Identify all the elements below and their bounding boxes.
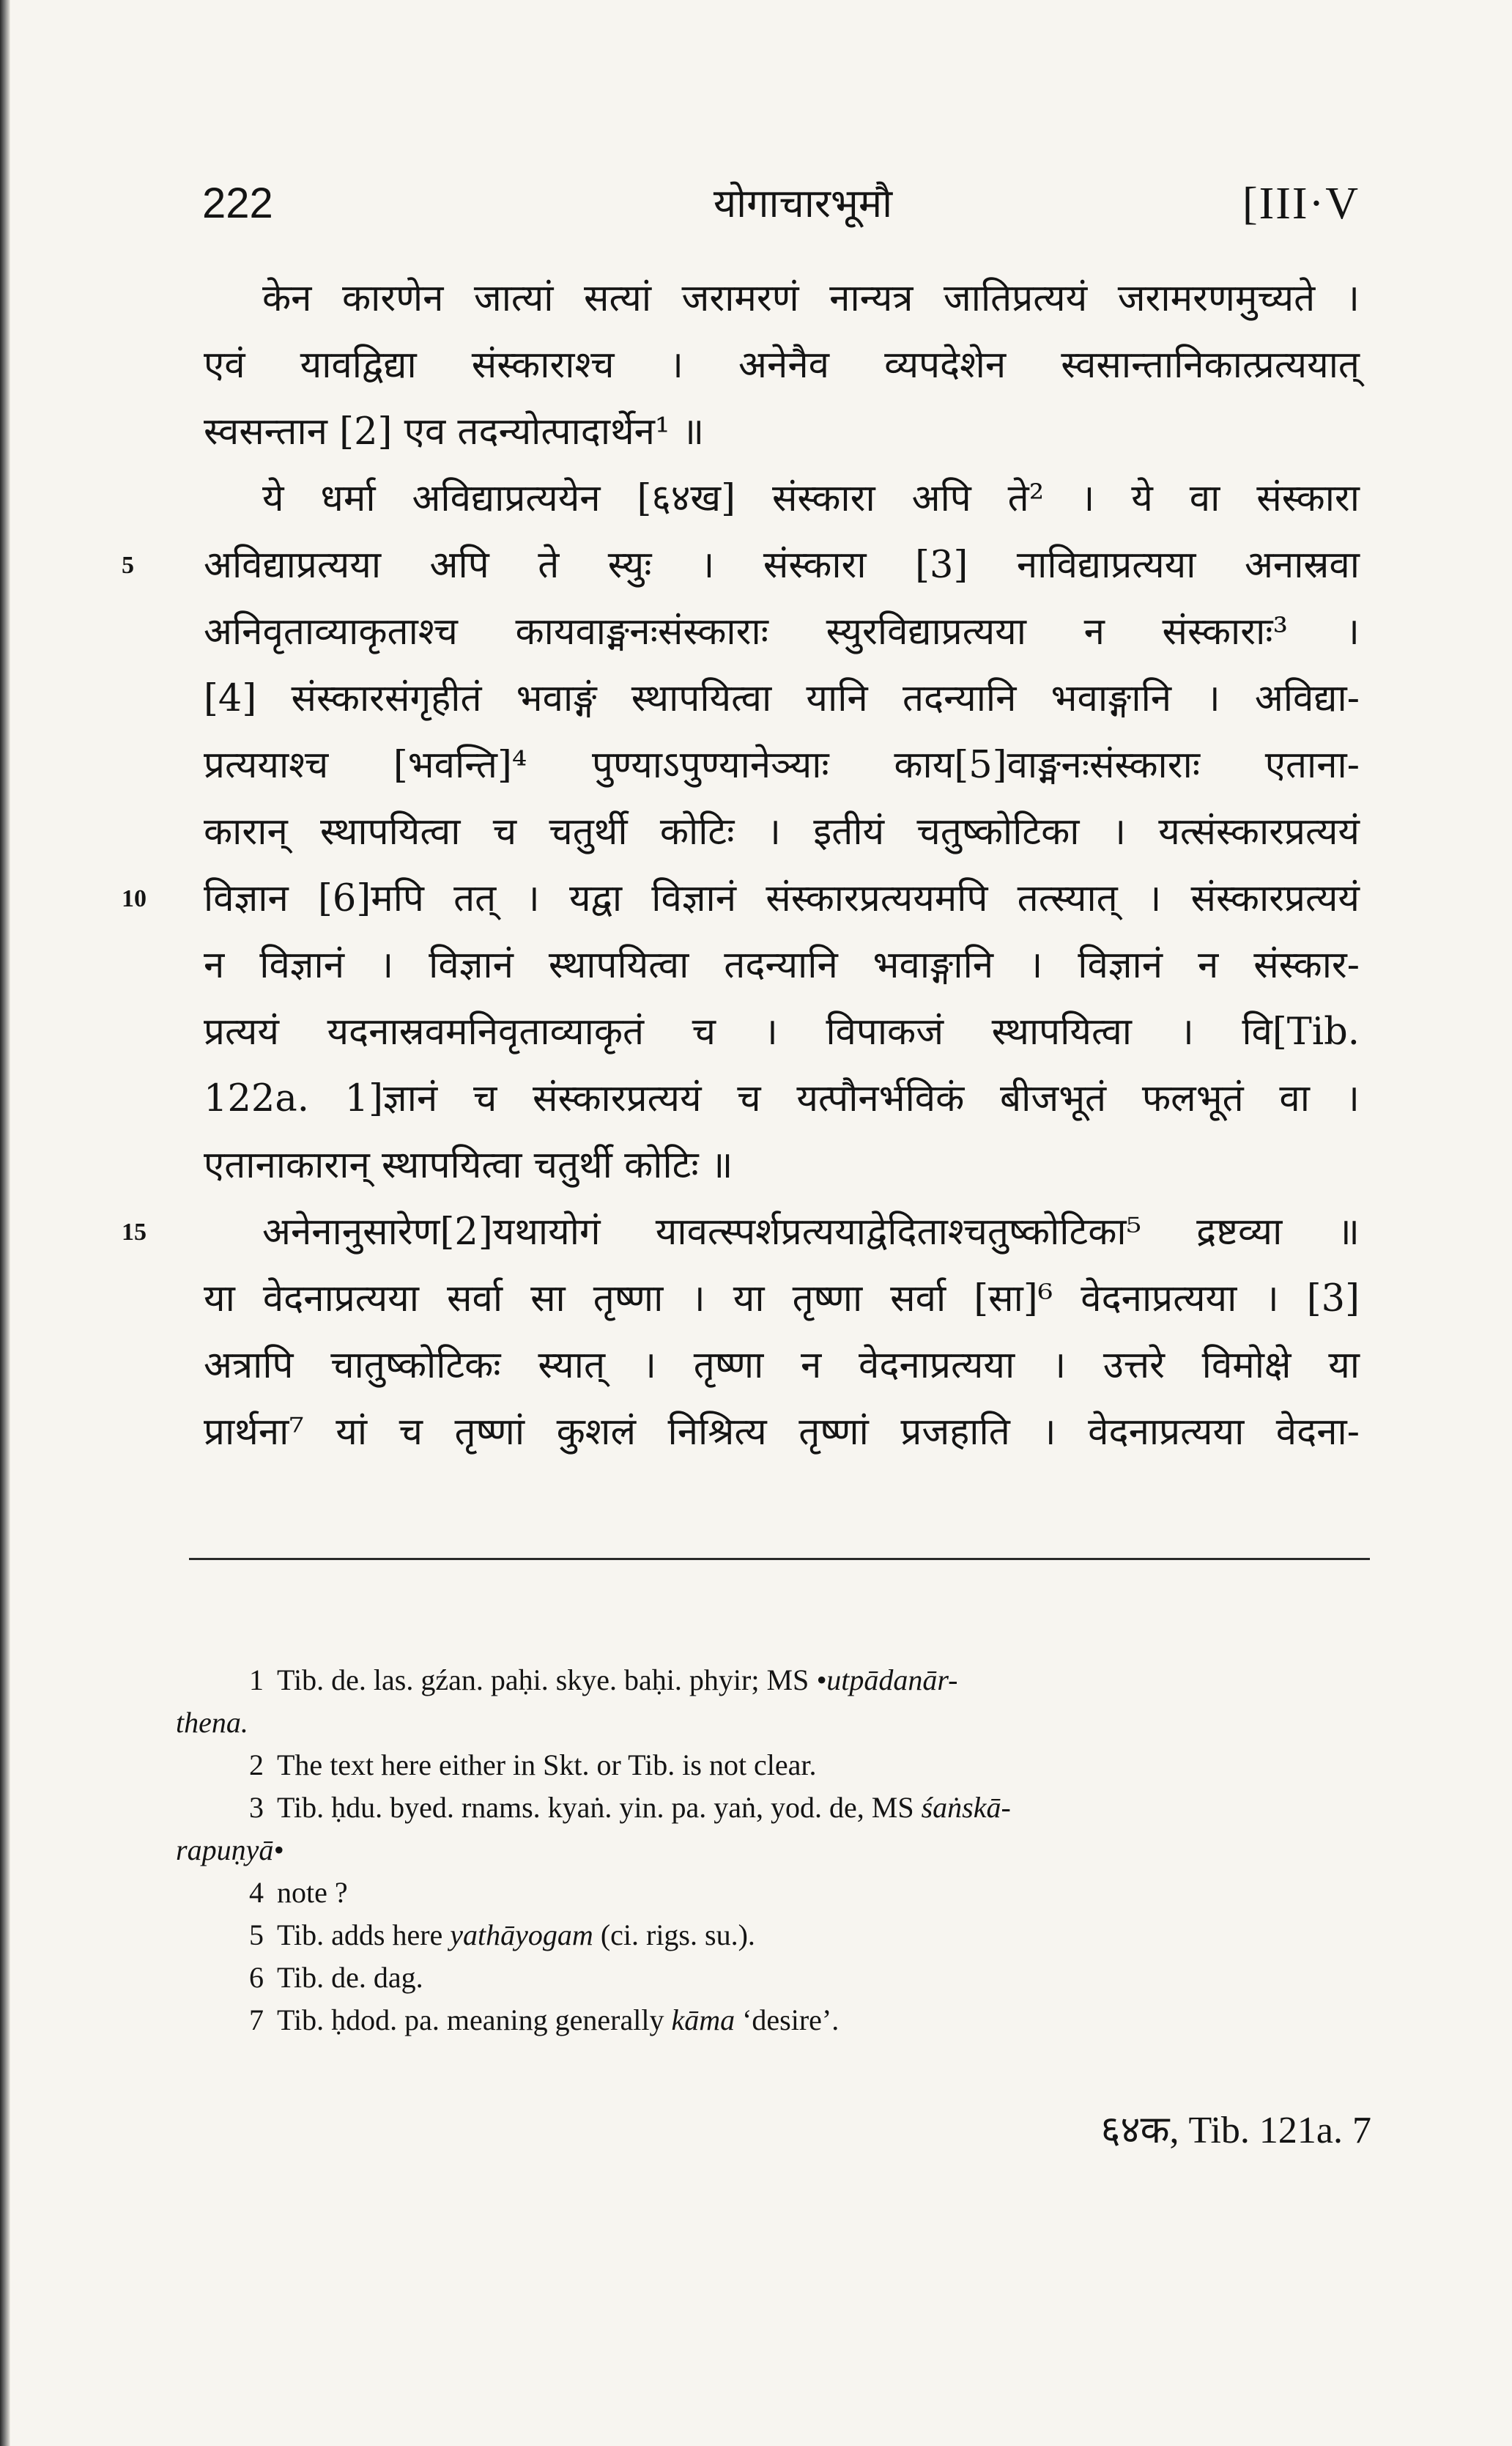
footnote-italic: •utpādanār- bbox=[816, 1663, 958, 1696]
folio-reference: ६४क, Tib. 121a. 7 bbox=[1100, 2110, 1371, 2151]
footnote-italic: śaṅskā- bbox=[921, 1791, 1011, 1824]
text-line-content: अनेनानुसारेण[2]यथायोगं यावत्स्पर्शप्रत्ययाद्वेदिताश्चतुष्कोटिका⁵ द्रष्टव्या ॥ bbox=[262, 1211, 1360, 1254]
text-line bbox=[122, 532, 1360, 599]
running-title: योगाचारभूमौ bbox=[713, 180, 893, 226]
footnote: 4 note ? bbox=[176, 1872, 1370, 1914]
footnote-text-after: ‘desire’. bbox=[735, 2003, 840, 2036]
footnote: 3 Tib. ḥdu. byed. rnams. kyaṅ. yin. pa. yaṅ, yod. de, MS śaṅskā- rapuṇyā• bbox=[176, 1787, 1370, 1872]
binding-shadow bbox=[0, 0, 10, 2446]
footnote: 1 Tib. de. las. gźan. paḥi. skye. baḥi. phyir; MS •utpādanār- thena. bbox=[176, 1659, 1370, 1744]
text-line: प्रत्ययाश्च [भवन्ति]⁴ पुण्याऽपुण्यानेञ्याः काय[5]वाङ्मनःसंस्काराः एताना- bbox=[204, 744, 1360, 787]
text-line bbox=[122, 1199, 1360, 1266]
text-line: 122a. 1]ज्ञानं च संस्कारप्रत्ययं च यत्पौनर्भविकं बीजभूतं फलभूतं वा । bbox=[204, 1077, 1360, 1120]
text-line: प्रत्ययं यदनास्रवमनिवृताव्याकृतं च । विपाकजं स्थापयित्वा । वि[Tib. bbox=[204, 1010, 1360, 1054]
text-line: केन कारणेन जात्यां सत्यां जरामरणं नान्यत्र जातिप्रत्ययं जरामरणमुच्यते । bbox=[262, 277, 1360, 320]
footnote-continuation: rapuṇyā• bbox=[176, 1833, 284, 1866]
line-number: 10 bbox=[122, 885, 147, 912]
line-number: 5 bbox=[122, 552, 134, 579]
text-line: [4] संस्कारसंगृहीतं भवाङ्गं स्थापयित्वा यानि तदन्यानि भवाङ्गानि । अविद्या- bbox=[204, 677, 1360, 720]
text-line: प्रार्थना⁷ यां च तृष्णां कुशलं निश्रित्य तृष्णां प्रजहाति । वेदनाप्रत्यया वेदना- bbox=[204, 1411, 1360, 1454]
footnote-text: note ? bbox=[277, 1876, 348, 1909]
text-line: एवं यावद्विद्या संस्काराश्च । अनेनैव व्यपदेशेन स्वसान्तानिकात्प्रत्ययात् bbox=[204, 344, 1360, 387]
text-line bbox=[122, 865, 1360, 932]
footnote: 7 Tib. ḥdod. pa. meaning generally kāma ‘desire’. bbox=[249, 2003, 840, 2036]
footnote-italic: yathāyogam bbox=[450, 1918, 593, 1951]
footnote: 6 Tib. de. dag. bbox=[176, 1957, 1370, 1999]
text-line: न विज्ञानं । विज्ञानं स्थापयित्वा तदन्यानि भवाङ्गानि । विज्ञानं न संस्कार- bbox=[204, 944, 1360, 987]
footnote-text: Tib. ḥdod. pa. meaning generally bbox=[277, 2003, 672, 2036]
footnotes bbox=[176, 1659, 1370, 2042]
line-number: 15 bbox=[122, 1219, 147, 1246]
footnote-continuation: thena. bbox=[176, 1706, 248, 1739]
footnote-text: Tib. ḥdu. byed. rnams. kyaṅ. yin. pa. yaṅ, yod. de, MS bbox=[277, 1791, 922, 1824]
footnote-text: The text here either in Skt. or Tib. is not clear. bbox=[277, 1748, 817, 1781]
footnote: 2 The text here either in Skt. or Tib. is not clear. bbox=[176, 1744, 1370, 1787]
footnote-text: Tib. de. las. gźan. paḥi. skye. baḥi. phyir; MS bbox=[277, 1663, 817, 1696]
footnote-text: Tib. adds here bbox=[277, 1918, 451, 1951]
text-line-content: अविद्याप्रत्यया अपि ते स्युः । संस्कारा [3] नाविद्याप्रत्यया अनास्रवा bbox=[204, 544, 1360, 587]
footnote-divider bbox=[189, 1558, 1370, 1560]
main-text bbox=[122, 265, 1360, 1466]
page-header bbox=[202, 174, 1360, 233]
text-line: ये धर्मा अविद्याप्रत्ययेन [६४ख] संस्कारा अपि ते² । ये वा संस्कारा bbox=[262, 477, 1360, 520]
footnote-italic: kāma bbox=[671, 2003, 735, 2036]
footnote-text-after: (ci. rigs. su.). bbox=[593, 1918, 755, 1951]
text-line: स्वसन्तान [2] एव तदन्योत्पादार्थेन¹ ॥ bbox=[204, 410, 705, 454]
text-line: अत्रापि चातुष्कोटिकः स्यात् । तृष्णा न वेदनाप्रत्यया । उत्तरे विमोक्षे या bbox=[204, 1344, 1360, 1387]
text-line-content: विज्ञान [6]मपि तत् । यद्वा विज्ञानं संस्कारप्रत्ययमपि तत्स्यात् । संस्कारप्रत्ययं bbox=[204, 877, 1360, 920]
page-number: 222 bbox=[202, 180, 273, 227]
text-line: कारान् स्थापयित्वा च चतुर्थी कोटिः । इतीयं चतुष्कोटिका । यत्संस्कारप्रत्ययं bbox=[204, 810, 1360, 854]
footnote: 5 Tib. adds here yathāyogam (ci. rigs. su.). bbox=[249, 1918, 755, 1951]
text-line: अनिवृताव्याकृताश्च कायवाङ्मनःसंस्काराः स्युरविद्याप्रत्यया न संस्काराः³ । bbox=[204, 610, 1360, 654]
footnote-text: Tib. de. dag. bbox=[277, 1961, 423, 1994]
text-line: एतानाकारान् स्थापयित्वा चतुर्थी कोटिः ॥ bbox=[204, 1144, 733, 1187]
text-line: या वेदनाप्रत्यया सर्वा सा तृष्णा । या तृष्णा सर्वा [सा]⁶ वेदनाप्रत्यया । [3] bbox=[204, 1277, 1360, 1320]
section-mark: [III·V bbox=[1242, 179, 1360, 229]
